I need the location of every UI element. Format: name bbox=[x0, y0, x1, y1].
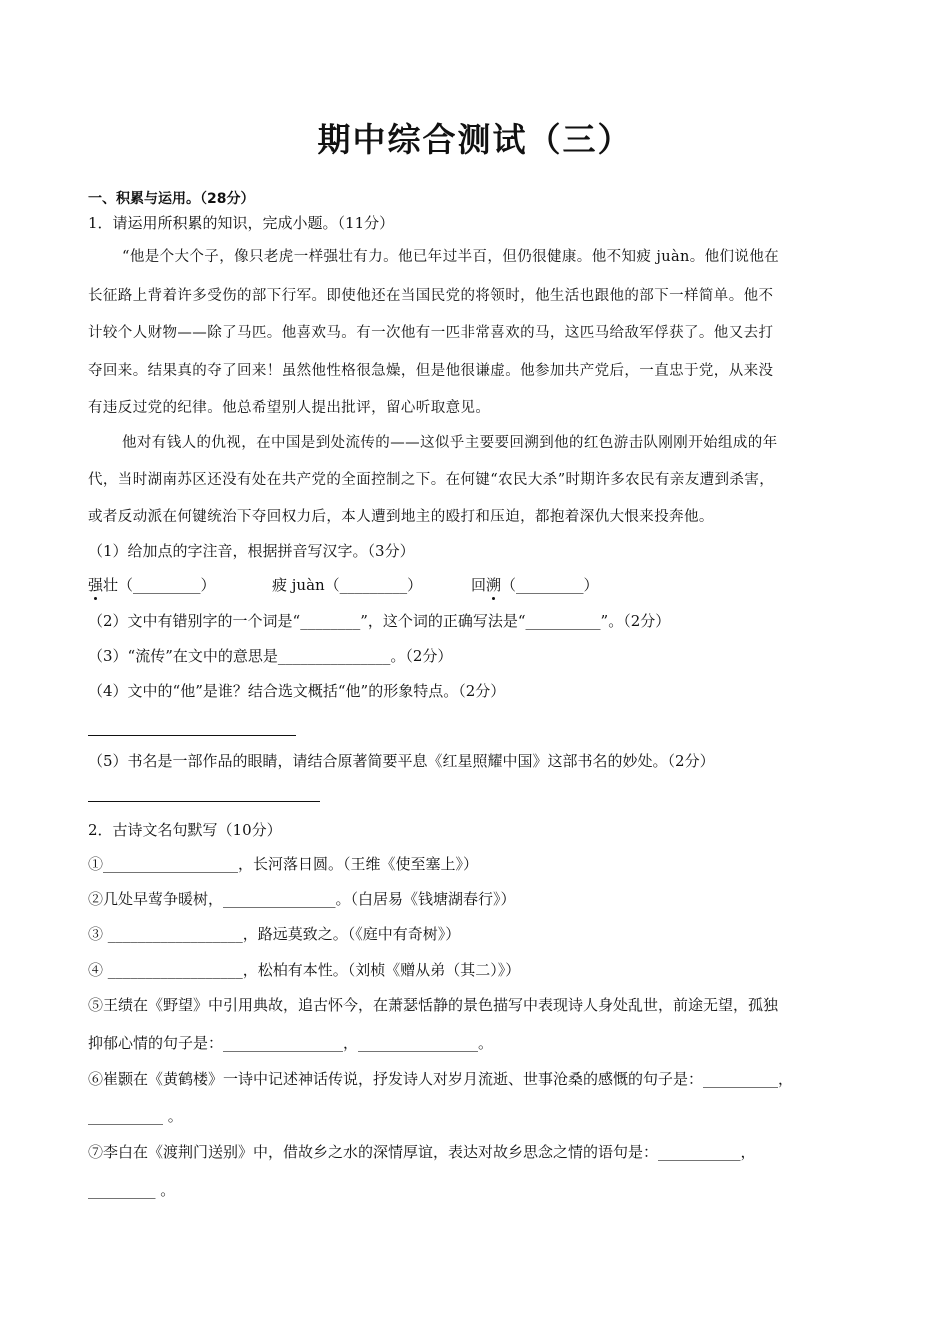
pinyin-item-c-blank: （_________） bbox=[501, 576, 599, 594]
question-2-prompt: 2．古诗文名句默写（10分） bbox=[88, 821, 282, 839]
poem-line-7: ⑦李白在《渡荆门送别》中，借故乡之水的深情厚谊，表达对故乡思念之情的语句是：___________， bbox=[88, 1143, 756, 1161]
subquestion-1: （1）给加点的字注音，根据拼音写汉字。（3分） bbox=[88, 542, 415, 560]
poem-line-5-cont: 抑郁心情的句子是：________________，________________。 bbox=[88, 1034, 494, 1052]
subquestion-2: （2）文中有错别字的一个词是“________”，这个词的正确写法是“__________”。（2分） bbox=[88, 612, 671, 630]
passage-line-4: 夺回来。结果真的夺了回来！虽然他性格很急燥，但是他很谦虚。他参加共产党后，一直忠于党，从来没 bbox=[88, 363, 774, 379]
passage-line-5: 有违反过党的纪律。他总希望别人提出批评，留心听取意见。 bbox=[88, 400, 491, 416]
passage-line-6: 他对有钱人的仇视，在中国是到处流传的——这似乎主要要回溯到他的红色游击队刚刚开始组成的年 bbox=[122, 435, 778, 451]
subquestion-4: （4）文中的“他”是谁？结合选文概括“他”的形象特点。（2分） bbox=[88, 682, 506, 700]
pinyin-item-a-blank: 壮（_________） bbox=[103, 576, 216, 594]
poem-line-6-cont: __________ 。 bbox=[88, 1107, 183, 1125]
poem-line-5: ⑤王绩在《野望》中引用典故，追古怀今，在萧瑟恬静的景色描写中表现诗人身处乱世，前途无望，孤独 bbox=[88, 996, 779, 1014]
section-heading: 一、积累与运用。（28分） bbox=[88, 191, 255, 207]
passage-line-1: “他是个大个子，像只老虎一样强壮有力。他已年过半百，但仍很健康。他不知疲 juàn。他们说他在 bbox=[122, 249, 780, 265]
answer-line bbox=[88, 801, 320, 802]
subquestion-3: （3）“流传”在文中的意思是_______________。（2分） bbox=[88, 647, 453, 665]
dotted-char: 强 bbox=[88, 576, 104, 594]
passage-line-2: 长征路上背着许多受伤的部下行军。即使他还在当国民党的将领时，他生活也跟他的部下一样简单。他不 bbox=[88, 288, 774, 304]
passage-line-7: 代，当时湖南苏区还没有处在共产党的全面控制之下。在何键“农民大杀”时期许多农民有亲友遭到杀害， bbox=[88, 472, 775, 488]
poem-line-4: ④ __________________，松柏有本性。（刘桢《赠从弟（其二）》） bbox=[88, 961, 521, 979]
pinyin-item-a bbox=[88, 575, 216, 595]
pinyin-item-c bbox=[471, 575, 599, 595]
passage-line-3: 计较个人财物——除了马匹。他喜欢马。有一次他有一匹非常喜欢的马，这匹马给敌军俘获了。他又去打 bbox=[88, 325, 774, 341]
subquestion-5: （5）书名是一部作品的眼睛，请结合原著简要平息《红星照耀中国》这部书名的妙处。（2分） bbox=[88, 752, 715, 770]
pinyin-item-c-prefix: 回 bbox=[471, 576, 487, 594]
poem-line-3: ③ __________________，路远莫致之。（《庭中有奇树》） bbox=[88, 925, 461, 943]
poem-line-7-cont: _________ 。 bbox=[88, 1181, 176, 1199]
question-1-prompt: 1．请运用所积累的知识，完成小题。（11分） bbox=[88, 214, 395, 232]
poem-line-1: ①__________________，长河落日圆。（王维《使至塞上》） bbox=[88, 855, 479, 873]
dotted-char: 溯 bbox=[486, 576, 502, 594]
passage-line-8: 或者反动派在何键统治下夺回权力后，本人遭到地主的殴打和压迫，都抱着深仇大恨来投奔他。 bbox=[88, 509, 714, 525]
pinyin-item-b: 疲 juàn（_________） bbox=[272, 576, 423, 594]
page-title: 期中综合测试（三） bbox=[317, 120, 633, 159]
poem-line-2: ②几处早莺争暖树，_______________。（白居易《钱塘湖春行》） bbox=[88, 890, 516, 908]
poem-line-6: ⑥崔颢在《黄鹤楼》一诗中记述神话传说，抒发诗人对岁月流逝、世事沧桑的感慨的句子是：__________， bbox=[88, 1070, 794, 1088]
answer-line bbox=[88, 735, 296, 736]
